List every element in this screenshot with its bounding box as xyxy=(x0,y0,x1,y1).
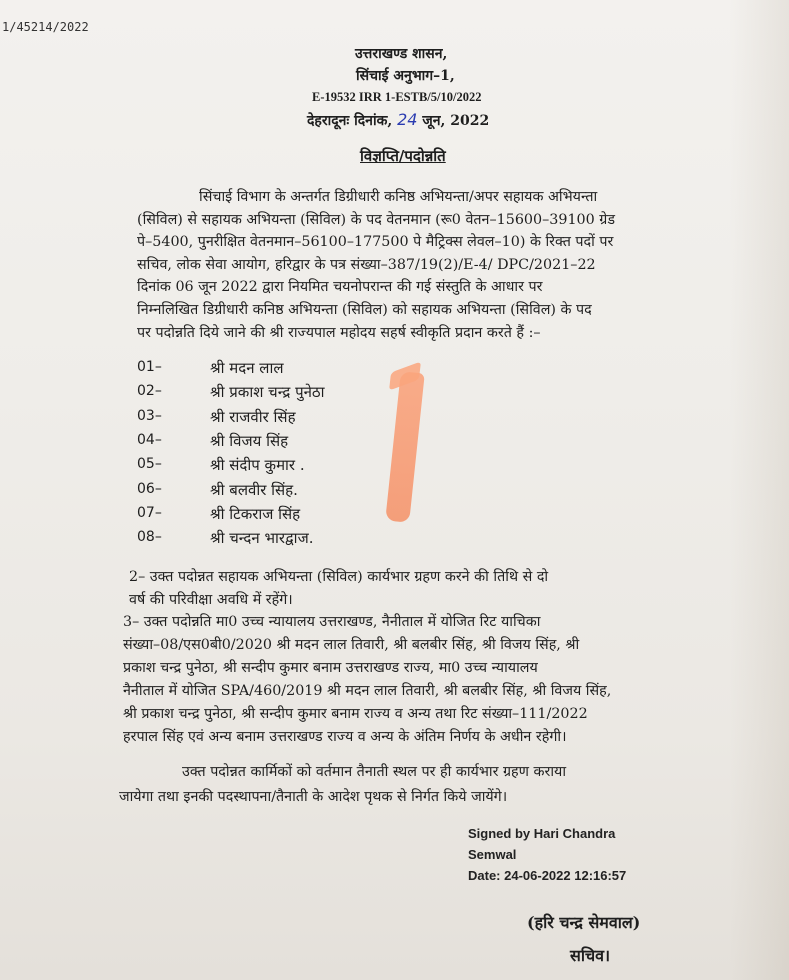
promotee-number: 04– xyxy=(137,431,162,448)
promotee-name: श्री मदन लाल xyxy=(210,359,284,377)
signatory-designation: सचिव। xyxy=(570,946,611,965)
paragraph-3-line: श्री प्रकाश चन्द्र पुनेठा, श्री सन्दीप कुमार बनाम राज्य व अन्य तथा रिट संख्या–111/2022 xyxy=(123,706,588,722)
date-suffix: जून, 2022 xyxy=(422,113,490,129)
paragraph-2-line: वर्ष की परिवीक्षा अवधि में रहेंगे। xyxy=(129,592,293,608)
promotee-name: श्री प्रकाश चन्द्र पुनेठा xyxy=(210,383,325,402)
paragraph-1-line: निम्नलिखित डिग्रीधारी कनिष्ठ अभियन्ता (सिविल) को सहायक अभियन्ता (सिविल) के पद xyxy=(137,302,592,318)
paragraph-3-line: नैनीताल में योजित SPA/460/2019 श्री मदन लाल तिवारी, श्री बलबीर सिंह, श्री विजय सिंह, xyxy=(123,683,612,699)
promotee-number: 03– xyxy=(137,407,162,424)
digital-signature-block xyxy=(468,823,626,886)
promotee-name: श्री संदीप कुमार . xyxy=(210,456,305,475)
header-government: उत्तराखण्ड शासन, xyxy=(355,46,448,62)
digital-signature-line-2: Semwal xyxy=(468,847,517,862)
promotee-number: 05– xyxy=(137,456,162,473)
signatory-name: (हरि चन्द्र सेमवाल) xyxy=(527,913,641,932)
paragraph-1-line: सचिव, लोक सेवा आयोग, हरिद्वार के पत्र संख्या–387/19(2)/E-4/ DPC/2021–22 xyxy=(137,256,596,273)
header-date xyxy=(307,110,489,130)
date-prefix: देहरादूनः दिनांक, xyxy=(307,113,393,129)
page-shadow xyxy=(729,0,789,980)
digital-signature-line-3: Date: 24-06-2022 12:16:57 xyxy=(468,868,627,883)
reference-number: 1/45214/2022 xyxy=(2,20,89,34)
promotee-number: 06– xyxy=(137,480,162,497)
promotee-number: 02– xyxy=(137,383,162,400)
promotee-name: श्री राजवीर सिंह xyxy=(210,407,296,426)
promotee-number: 08– xyxy=(137,529,162,546)
promotee-name: श्री चन्दन भारद्वाज. xyxy=(210,529,314,548)
document-title: विज्ञप्ति/पदोन्नति xyxy=(360,147,446,165)
paragraph-1-line: पर पदोन्नति दिये जाने की श्री राज्यपाल महोदय सहर्ष स्वीकृति प्रदान करते हैं :– xyxy=(137,324,541,341)
paragraph-2-line: 2– उक्त पदोन्नत सहायक अभियन्ता (सिविल) कार्यभार ग्रहण करने की तिथि से दो xyxy=(129,569,549,585)
digital-signature-line-1: Signed by Hari Chandra xyxy=(468,826,616,841)
promotee-number: 01– xyxy=(137,359,162,375)
paragraph-4-line: उक्त पदोन्नत कार्मिकों को वर्तमान तैनाती स्थल पर ही कार्यभार ग्रहण कराया xyxy=(182,764,567,780)
paragraph-3-line: प्रकाश चन्द्र पुनेठा, श्री सन्दीप कुमार बनाम उत्तराखण्ड राज्य, मा0 उच्च न्यायालय xyxy=(123,660,538,676)
header-section: सिंचाई अनुभाग–1, xyxy=(356,68,455,84)
paragraph-4-line: जायेगा तथा इनकी पदस्थापना/तैनाती के आदेश पृथक से निर्गत किये जायेंगे। xyxy=(119,789,508,805)
promotee-name: श्री विजय सिंह xyxy=(210,431,289,450)
promotee-name: श्री टिकराज सिंह xyxy=(210,504,301,523)
paragraph-1-line: दिनांक 06 जून 2022 द्वारा नियमित चयनोपरान्त की गई संस्तुति के आधार पर xyxy=(137,279,543,296)
paragraph-1-line: (सिविल) से सहायक अभियन्ता (सिविल) के पद वेतनमान (रू0 वेतन–15600–39100 ग्रेड xyxy=(137,211,615,228)
paragraph-1-line: पे–5400, पुनरीक्षित वेतनमान–56100–177500 पे मैट्रिक्स लेवल–10) के रिक्त पदों पर xyxy=(137,234,614,251)
paragraph-3-line: 3– उक्त पदोन्नति मा0 उच्च न्यायालय उत्तराखण्ड, नैनीताल में योजित रिट याचिका xyxy=(123,614,541,630)
promotee-name: श्री बलवीर सिंह. xyxy=(210,480,298,499)
promotee-number: 07– xyxy=(137,504,162,521)
paragraph-1-line: सिंचाई विभाग के अन्तर्गत डिग्रीधारी कनिष्ठ अभियन्ता/अपर सहायक अभियन्ता xyxy=(199,189,598,205)
paragraph-3-line: संख्या–08/एस0बी0/2020 श्री मदन लाल तिवारी, श्री बलबीर सिंह, श्री विजय सिंह, श्री xyxy=(123,637,580,653)
paragraph-3-line: हरपाल सिंह एवं अन्य बनाम उत्तराखण्ड राज्य व अन्य के अंतिम निर्णय के अधीन रहेगी। xyxy=(123,729,567,745)
date-day-handwritten: 24 xyxy=(397,110,418,129)
header-file-number: E-19532 IRR 1-ESTB/5/10/2022 xyxy=(312,90,482,104)
